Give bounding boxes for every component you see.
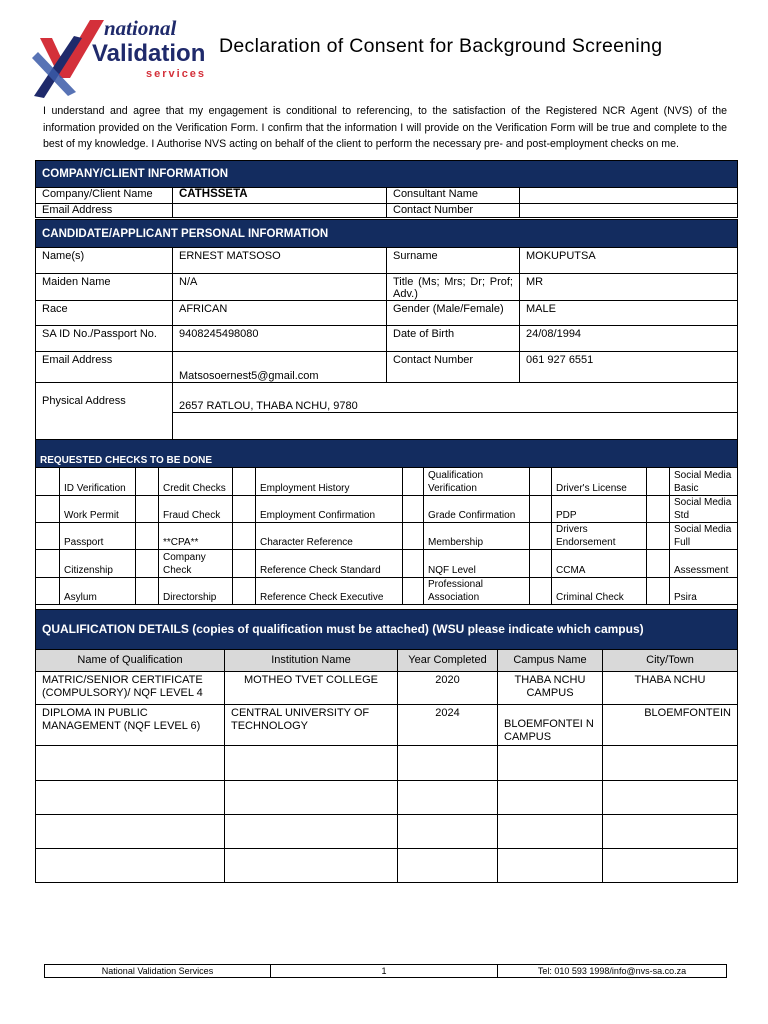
check-label: Passport bbox=[60, 523, 136, 550]
company-email-label: Email Address bbox=[36, 204, 173, 218]
dob-label: Date of Birth bbox=[387, 326, 520, 352]
check-label: ID Verification bbox=[60, 468, 136, 496]
check-box[interactable] bbox=[136, 523, 159, 550]
check-label: Citizenship bbox=[60, 550, 136, 578]
qualification-column-header: Institution Name bbox=[225, 650, 398, 672]
check-box[interactable] bbox=[647, 468, 670, 496]
candidate-contact-label: Contact Number bbox=[387, 352, 520, 383]
qualification-column-header: Campus Name bbox=[498, 650, 603, 672]
maiden-name-field[interactable]: N/A bbox=[173, 274, 387, 301]
address-field-line2[interactable] bbox=[173, 413, 738, 441]
qualification-cell[interactable]: DIPLOMA IN PUBLIC MANAGEMENT (NQF LEVEL 6) bbox=[36, 705, 225, 746]
footer-page-number: 1 bbox=[271, 965, 498, 978]
check-box[interactable] bbox=[36, 550, 60, 578]
check-label: Reference Check Standard bbox=[256, 550, 403, 578]
dob-field[interactable]: 24/08/1994 bbox=[520, 326, 738, 352]
qualification-cell[interactable] bbox=[225, 781, 398, 815]
maiden-name-label: Maiden Name bbox=[36, 274, 173, 301]
checks-row bbox=[36, 578, 738, 605]
qualification-row bbox=[36, 672, 738, 705]
check-label: Qualification Verification bbox=[424, 468, 530, 496]
check-label: NQF Level bbox=[424, 550, 530, 578]
checks-section-header: REQUESTED CHECKS TO BE DONE bbox=[36, 440, 738, 468]
qualification-column-header: Name of Qualification bbox=[36, 650, 225, 672]
check-label: Driver's License bbox=[552, 468, 647, 496]
check-label: Reference Check Executive bbox=[256, 578, 403, 605]
qualification-cell[interactable] bbox=[36, 781, 225, 815]
check-label: **CPA** bbox=[159, 523, 233, 550]
check-box[interactable] bbox=[403, 496, 424, 523]
check-label: Psira bbox=[670, 578, 738, 605]
gender-label: Gender (Male/Female) bbox=[387, 301, 520, 326]
qualification-cell[interactable]: MATRIC/SENIOR CERTIFICATE (COMPULSORY)/ NQF LEVEL 4 bbox=[36, 672, 225, 705]
check-box[interactable] bbox=[530, 523, 552, 550]
qualification-cell[interactable]: THABA NCHU bbox=[603, 672, 738, 705]
checks-row bbox=[36, 468, 738, 496]
qualification-cell[interactable] bbox=[398, 746, 498, 781]
qualification-row bbox=[36, 781, 738, 815]
check-label: Credit Checks bbox=[159, 468, 233, 496]
qualification-row bbox=[36, 746, 738, 781]
check-box[interactable] bbox=[233, 468, 256, 496]
check-label: Social Media Std bbox=[670, 496, 738, 523]
race-label: Race bbox=[36, 301, 173, 326]
check-box[interactable] bbox=[136, 468, 159, 496]
check-label: Assessment bbox=[670, 550, 738, 578]
company-name-label: Company/Client Name bbox=[36, 188, 173, 204]
qualification-cell[interactable] bbox=[498, 849, 603, 883]
id-number-label: SA ID No./Passport No. bbox=[36, 326, 173, 352]
check-box[interactable] bbox=[403, 468, 424, 496]
qualification-cell[interactable]: BLOEMFONTEI N CAMPUS bbox=[498, 705, 603, 746]
qualification-cell[interactable] bbox=[498, 815, 603, 849]
consultant-name-field[interactable] bbox=[520, 188, 738, 204]
qualification-cell[interactable]: 2020 bbox=[398, 672, 498, 705]
qualification-cell[interactable] bbox=[225, 746, 398, 781]
qualification-cell[interactable] bbox=[398, 815, 498, 849]
check-label: PDP bbox=[552, 496, 647, 523]
surname-label: Surname bbox=[387, 248, 520, 274]
race-field[interactable]: AFRICAN bbox=[173, 301, 387, 326]
check-box[interactable] bbox=[530, 468, 552, 496]
check-box[interactable] bbox=[136, 578, 159, 605]
footer-company: National Validation Services bbox=[45, 965, 271, 978]
check-box[interactable] bbox=[647, 523, 670, 550]
check-label: Character Reference bbox=[256, 523, 403, 550]
check-label: Employment History bbox=[256, 468, 403, 496]
qualification-column-header: City/Town bbox=[603, 650, 738, 672]
qualification-cell[interactable]: 2024 bbox=[398, 705, 498, 746]
check-label: Asylum bbox=[60, 578, 136, 605]
check-label: Drivers Endorsement bbox=[552, 523, 647, 550]
logo-services-text: services bbox=[146, 68, 207, 80]
logo-validation-text: Validation bbox=[92, 40, 206, 67]
check-box[interactable] bbox=[233, 523, 256, 550]
check-box[interactable] bbox=[647, 496, 670, 523]
check-box[interactable] bbox=[647, 550, 670, 578]
candidate-section-header: CANDIDATE/APPLICANT PERSONAL INFORMATION bbox=[36, 220, 738, 248]
company-logo bbox=[30, 16, 207, 100]
address-field[interactable]: 2657 RATLOU, THABA NCHU, 9780 bbox=[173, 383, 738, 413]
qualification-cell[interactable] bbox=[36, 746, 225, 781]
page-footer bbox=[44, 964, 727, 978]
check-box[interactable] bbox=[36, 523, 60, 550]
qualification-cell[interactable]: THABA NCHU CAMPUS bbox=[498, 672, 603, 705]
check-label: Fraud Check bbox=[159, 496, 233, 523]
check-box[interactable] bbox=[647, 578, 670, 605]
candidate-contact-field[interactable]: 061 927 6551 bbox=[520, 352, 738, 383]
candidate-section bbox=[35, 219, 738, 441]
check-label: Membership bbox=[424, 523, 530, 550]
check-box[interactable] bbox=[530, 578, 552, 605]
company-section bbox=[35, 160, 738, 218]
qualification-column-header: Year Completed bbox=[398, 650, 498, 672]
check-label: Social Media Full bbox=[670, 523, 738, 550]
qualification-cell[interactable] bbox=[36, 815, 225, 849]
check-box[interactable] bbox=[403, 550, 424, 578]
check-label: Work Permit bbox=[60, 496, 136, 523]
checks-section bbox=[35, 439, 738, 617]
check-label: Grade Confirmation bbox=[424, 496, 530, 523]
consent-statement: I understand and agree that my engagement is conditional to referencing, to the satisfaction of the Registered NCR Agent (NVS) of the information provided on the Verification Form. I confirm that the information I will provide on the Verification Form will be true and complete to the best of my knowledge. I Authorise NVS acting on behalf of the client to perform the necessary pre- and post-employment checks on me. bbox=[43, 105, 727, 150]
qualification-cell[interactable]: CENTRAL UNIVERSITY OF TECHNOLOGY bbox=[225, 705, 398, 746]
check-box[interactable] bbox=[233, 550, 256, 578]
title-field[interactable]: MR bbox=[520, 274, 738, 301]
check-box[interactable] bbox=[403, 578, 424, 605]
check-box[interactable] bbox=[403, 523, 424, 550]
check-box[interactable] bbox=[36, 468, 60, 496]
candidate-email-label: Email Address bbox=[36, 352, 173, 383]
checks-row bbox=[36, 496, 738, 523]
qualification-row bbox=[36, 849, 738, 883]
company-name-field[interactable]: CATHSSETA bbox=[173, 188, 387, 204]
footer-contact: Tel: 010 593 1998/info@nvs-sa.co.za bbox=[498, 965, 727, 978]
names-field[interactable]: ERNEST MATSOSO bbox=[173, 248, 387, 274]
check-box[interactable] bbox=[530, 496, 552, 523]
qualification-cell[interactable] bbox=[398, 781, 498, 815]
qualification-row bbox=[36, 815, 738, 849]
surname-field[interactable]: MOKUPUTSA bbox=[520, 248, 738, 274]
checks-row bbox=[36, 523, 738, 550]
company-section-header: COMPANY/CLIENT INFORMATION bbox=[36, 161, 738, 188]
check-label: Social Media Basic bbox=[670, 468, 738, 496]
company-email-field[interactable] bbox=[173, 204, 387, 218]
qualification-cell[interactable] bbox=[36, 849, 225, 883]
qualification-cell[interactable] bbox=[603, 849, 738, 883]
names-label: Name(s) bbox=[36, 248, 173, 274]
company-contact-label: Contact Number bbox=[387, 204, 520, 218]
company-contact-field[interactable] bbox=[520, 204, 738, 218]
qualification-cell[interactable] bbox=[498, 781, 603, 815]
consultant-name-label: Consultant Name bbox=[387, 188, 520, 204]
logo-national-text: national bbox=[104, 16, 177, 40]
qualification-cell[interactable] bbox=[498, 746, 603, 781]
qualification-cell[interactable] bbox=[225, 849, 398, 883]
qualification-cell[interactable] bbox=[603, 815, 738, 849]
check-label: Employment Confirmation bbox=[256, 496, 403, 523]
check-label: Criminal Check bbox=[552, 578, 647, 605]
check-label: Professional Association bbox=[424, 578, 530, 605]
title-label: Title (Ms; Mrs; Dr; Prof; Adv.) bbox=[387, 274, 520, 301]
gender-field[interactable]: MALE bbox=[520, 301, 738, 326]
check-label: CCMA bbox=[552, 550, 647, 578]
qualification-cell[interactable] bbox=[603, 781, 738, 815]
check-label: Directorship bbox=[159, 578, 233, 605]
check-box[interactable] bbox=[530, 550, 552, 578]
checks-row bbox=[36, 550, 738, 578]
qualification-cell[interactable] bbox=[603, 746, 738, 781]
address-label: Physical Address bbox=[36, 383, 173, 441]
check-box[interactable] bbox=[233, 496, 256, 523]
id-number-field[interactable]: 9408245498080 bbox=[173, 326, 387, 352]
qualification-section bbox=[35, 609, 738, 883]
qualification-cell[interactable]: BLOEMFONTEIN bbox=[603, 705, 738, 746]
check-box[interactable] bbox=[136, 496, 159, 523]
qualification-cell[interactable] bbox=[398, 849, 498, 883]
qualification-row bbox=[36, 705, 738, 746]
check-box[interactable] bbox=[36, 496, 60, 523]
qualification-section-header: QUALIFICATION DETAILS (copies of qualification must be attached) (WSU please indicate which campus) bbox=[36, 610, 738, 650]
check-box[interactable] bbox=[36, 578, 60, 605]
check-label: Company Check bbox=[159, 550, 233, 578]
candidate-email-field[interactable]: Matsosoernest5@gmail.com bbox=[173, 352, 387, 383]
check-box[interactable] bbox=[136, 550, 159, 578]
qualification-cell[interactable]: MOTHEO TVET COLLEGE bbox=[225, 672, 398, 705]
check-box[interactable] bbox=[233, 578, 256, 605]
document-title: Declaration of Consent for Background Screening bbox=[219, 35, 663, 57]
qualification-cell[interactable] bbox=[225, 815, 398, 849]
